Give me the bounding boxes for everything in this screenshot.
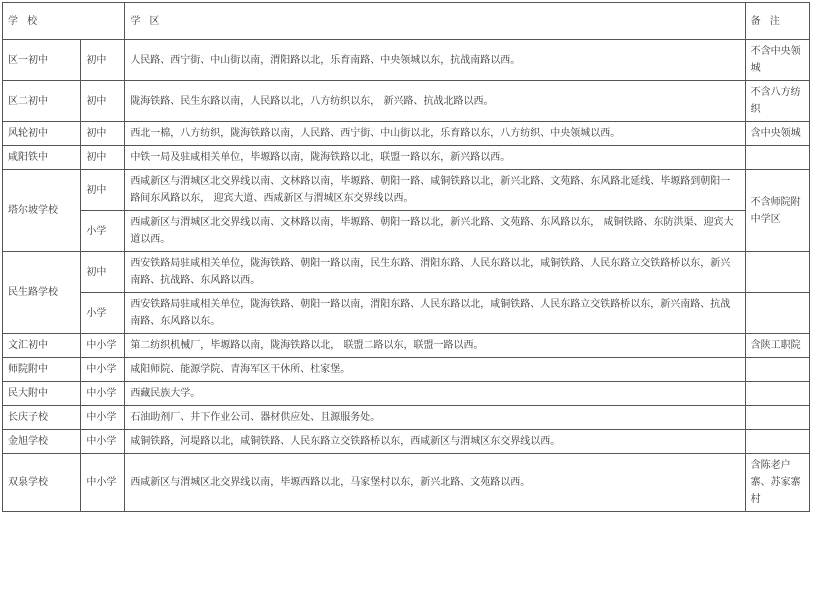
header-row [3, 3, 810, 40]
school-district-table [2, 2, 810, 512]
area-cell: 中铁一局及驻咸相关单位，毕塬路以南，陇海铁路以北，联盟一路以东，新兴路以西。 [125, 146, 745, 170]
level-cell: 小学 [81, 293, 125, 334]
area-cell: 西藏民族大学。 [125, 382, 745, 406]
area-cell: 西安铁路局驻咸相关单位，陇海铁路、朝阳一路以南，民生东路、渭阳东路、人民东路以北，咸铜铁路、人民东路立交铁路桥以东，新兴南路、抗战路、东风路以西。 [125, 252, 745, 293]
level-cell: 中小学 [81, 382, 125, 406]
table-row [3, 122, 810, 146]
table-row [3, 406, 810, 430]
area-cell: 西安铁路局驻咸相关单位，陇海铁路、朝阳一路以南，渭阳东路、人民东路以北，咸铜铁路、人民东路立交铁路桥以东，新兴南路、抗战南路、东风路以东。 [125, 293, 745, 334]
school-cell: 民大附中 [3, 382, 81, 406]
school-cell: 双泉学校 [3, 454, 81, 512]
note-cell [745, 382, 809, 406]
area-cell: 石油助剂厂、井下作业公司、器材供应处、且源服务处。 [125, 406, 745, 430]
header-school: 学 校 [3, 3, 125, 40]
school-cell: 长庆子校 [3, 406, 81, 430]
school-cell: 塔尔坡学校 [3, 170, 81, 252]
note-cell: 不含八方纺织 [745, 81, 809, 122]
table-row [3, 382, 810, 406]
table-row [3, 293, 810, 334]
note-cell [745, 358, 809, 382]
note-cell: 含中央领城 [745, 122, 809, 146]
note-cell [745, 406, 809, 430]
level-cell: 初中 [81, 170, 125, 211]
table-row [3, 358, 810, 382]
level-cell: 初中 [81, 252, 125, 293]
area-cell: 咸铜铁路，河堤路以北，咸铜铁路、人民东路立交铁路桥以东，西咸新区与渭城区东交界线以西。 [125, 430, 745, 454]
level-cell: 中小学 [81, 430, 125, 454]
header-note: 备 注 [745, 3, 809, 40]
table-row [3, 454, 810, 512]
table-row [3, 430, 810, 454]
area-cell: 西咸新区与渭城区北交界线以南，毕塬西路以北，马家堡村以东，新兴北路、文苑路以西。 [125, 454, 745, 512]
table-row [3, 211, 810, 252]
table-row [3, 40, 810, 81]
level-cell: 初中 [81, 40, 125, 81]
area-cell: 第二纺织机械厂，毕塬路以南，陇海铁路以北， 联盟二路以东，联盟一路以西。 [125, 334, 745, 358]
area-cell: 西北一棉，八方纺织，陇海铁路以南，人民路、西宁街、中山街以北，乐育路以东，八方纺织、中央领城以西。 [125, 122, 745, 146]
school-cell: 民生路学校 [3, 252, 81, 334]
note-cell: 含陈老户寨、苏家寨村 [745, 454, 809, 512]
table-row [3, 170, 810, 211]
school-cell: 文汇初中 [3, 334, 81, 358]
level-cell: 中小学 [81, 454, 125, 512]
header-area: 学 区 [125, 3, 745, 40]
note-cell [745, 146, 809, 170]
school-cell: 咸阳铁中 [3, 146, 81, 170]
note-cell: 含陕工职院 [745, 334, 809, 358]
level-cell: 小学 [81, 211, 125, 252]
level-cell: 中小学 [81, 334, 125, 358]
level-cell: 初中 [81, 81, 125, 122]
level-cell: 初中 [81, 146, 125, 170]
table-row [3, 81, 810, 122]
level-cell: 中小学 [81, 406, 125, 430]
school-cell: 风轮初中 [3, 122, 81, 146]
area-cell: 咸阳师院、能源学院、青海军区干休所、杜家堡。 [125, 358, 745, 382]
note-cell [745, 430, 809, 454]
school-cell: 区二初中 [3, 81, 81, 122]
school-cell: 区一初中 [3, 40, 81, 81]
school-cell: 金旭学校 [3, 430, 81, 454]
level-cell: 中小学 [81, 358, 125, 382]
table-row [3, 146, 810, 170]
school-cell: 师院附中 [3, 358, 81, 382]
note-cell [745, 293, 809, 334]
area-cell: 西咸新区与渭城区北交界线以南、文林路以南，毕塬路、朝阳一路以北，新兴北路、文苑路、东风路以东， 咸铜铁路、东防洪渠、迎宾大道以西。 [125, 211, 745, 252]
note-cell [745, 252, 809, 293]
table-row [3, 334, 810, 358]
area-cell: 陇海铁路、民生东路以南，人民路以北，八方纺织以东， 新兴路、抗战北路以西。 [125, 81, 745, 122]
area-cell: 西咸新区与渭城区北交界线以南、文林路以南，毕塬路、朝阳一路、咸铜铁路以北，新兴北路、文苑路、东风路北延线、毕塬路到朝阳一路间东风路以东， 迎宾大道、西咸新区与渭城区东交界线以西。 [125, 170, 745, 211]
table-row [3, 252, 810, 293]
level-cell: 初中 [81, 122, 125, 146]
note-cell: 不含师院附中学区 [745, 170, 809, 252]
area-cell: 人民路、西宁街、中山街以南，渭阳路以北，乐育南路、中央领城以东，抗战南路以西。 [125, 40, 745, 81]
note-cell: 不含中央领城 [745, 40, 809, 81]
